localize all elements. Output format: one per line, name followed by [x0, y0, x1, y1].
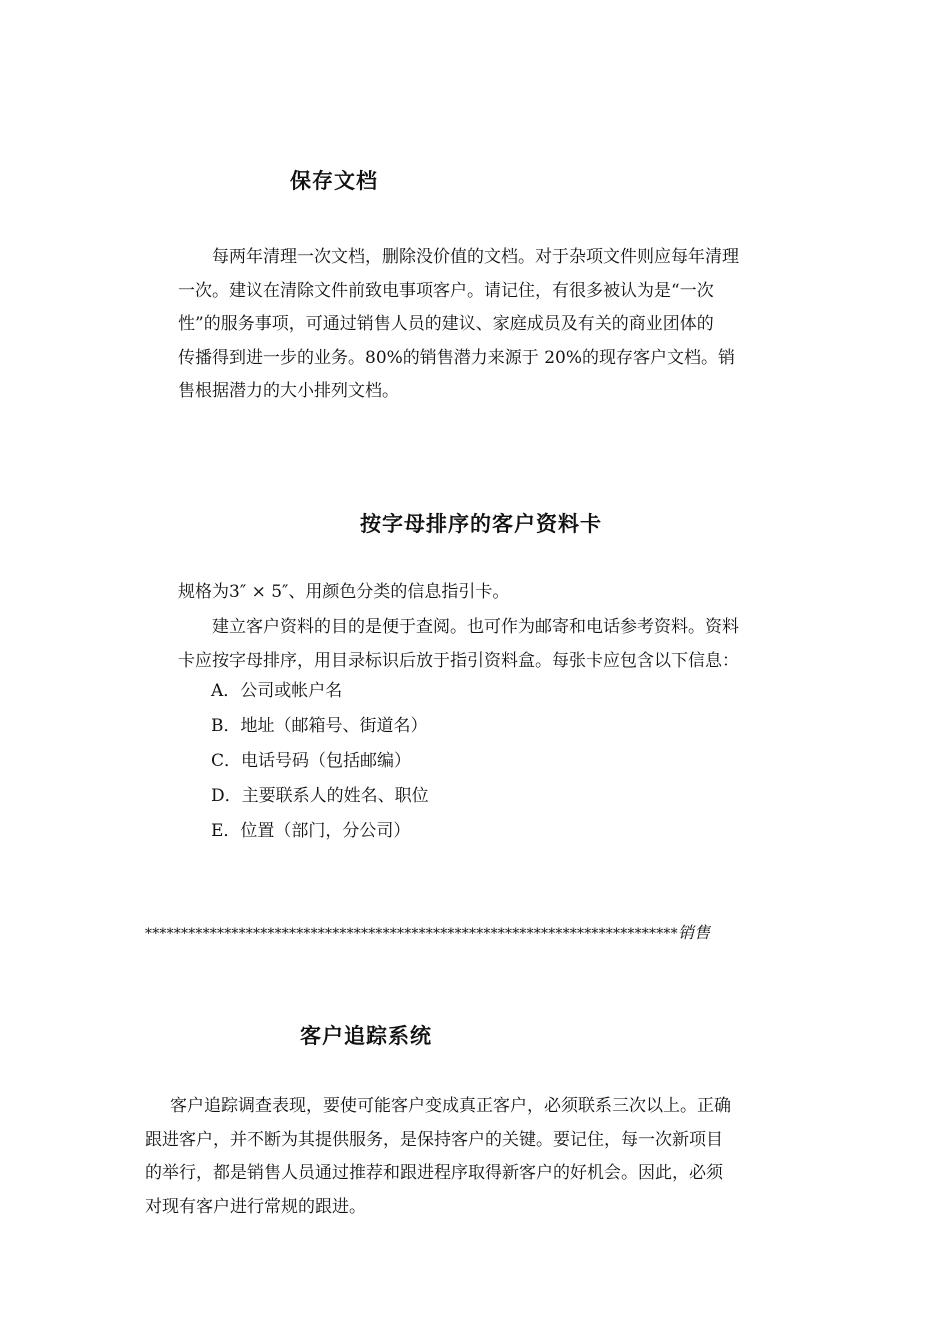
- card-spec-text: 规格为3″ × 5″、用颜色分类的信息指引卡。: [178, 582, 510, 602]
- cards-paragraph: [178, 611, 804, 678]
- paragraph-line: 每两年清理一次文档，删除没价值的文档。对于杂项文件则应每年清理: [212, 247, 739, 267]
- paragraph-line: 售根据潜力的大小排列文档。: [178, 381, 399, 401]
- paragraph-line: 一次。建议在清除文件前致电事项客户。请记住，有很多被认为是“一次: [178, 280, 714, 301]
- tracking-paragraph: [145, 1090, 803, 1224]
- list-item: C．电话号码（包括邮编）: [211, 751, 412, 771]
- paragraph-line: 建立客户资料的目的是便于查阅。也可作为邮寄和电话参考资料。资料: [212, 617, 739, 637]
- card-info-list: [211, 679, 429, 854]
- paragraph-line: 对现有客户进行常规的跟进。: [145, 1196, 366, 1217]
- paragraph-line: 跟进客户，并不断为其提供服务，是保持客户的关键。要记住，每一次新项目: [145, 1129, 723, 1150]
- paragraph-line: 性”的服务事项，可通过销售人员的建议、家庭成员及有关的商业团体的: [178, 314, 714, 334]
- section-divider: [145, 920, 710, 943]
- save-docs-paragraph: [178, 241, 804, 409]
- list-item: D．主要联系人的姓名、职位: [211, 786, 429, 806]
- list-item: A．公司或帐户名: [211, 681, 343, 701]
- divider-tag: 销售: [677, 923, 711, 942]
- paragraph-line: 传播得到进一步的业务。80%的销售潜力来源于 20%的现存客户文档。销: [178, 347, 735, 368]
- divider-stars: **************************************************************************: [145, 926, 678, 942]
- paragraph-line: 客户追踪调查表现，要使可能客户变成真正客户，必须联系三次以上。正确: [170, 1096, 731, 1116]
- paragraph-line: 的举行，都是销售人员通过推荐和跟进程序取得新客户的好机会。因此，必须: [145, 1163, 723, 1183]
- section-title-tracking: 客户追踪系统: [300, 1024, 432, 1048]
- list-item: E．位置（部门，分公司）: [211, 821, 411, 841]
- paragraph-line: 卡应按字母排序，用目录标识后放于指引资料盒。每张卡应包含以下信息：: [178, 650, 739, 671]
- list-item: B．地址（邮箱号、街道名）: [211, 716, 428, 736]
- section-title-cards: 按字母排序的客户资料卡: [360, 512, 602, 536]
- section-title-save-docs: 保存文档: [290, 169, 378, 193]
